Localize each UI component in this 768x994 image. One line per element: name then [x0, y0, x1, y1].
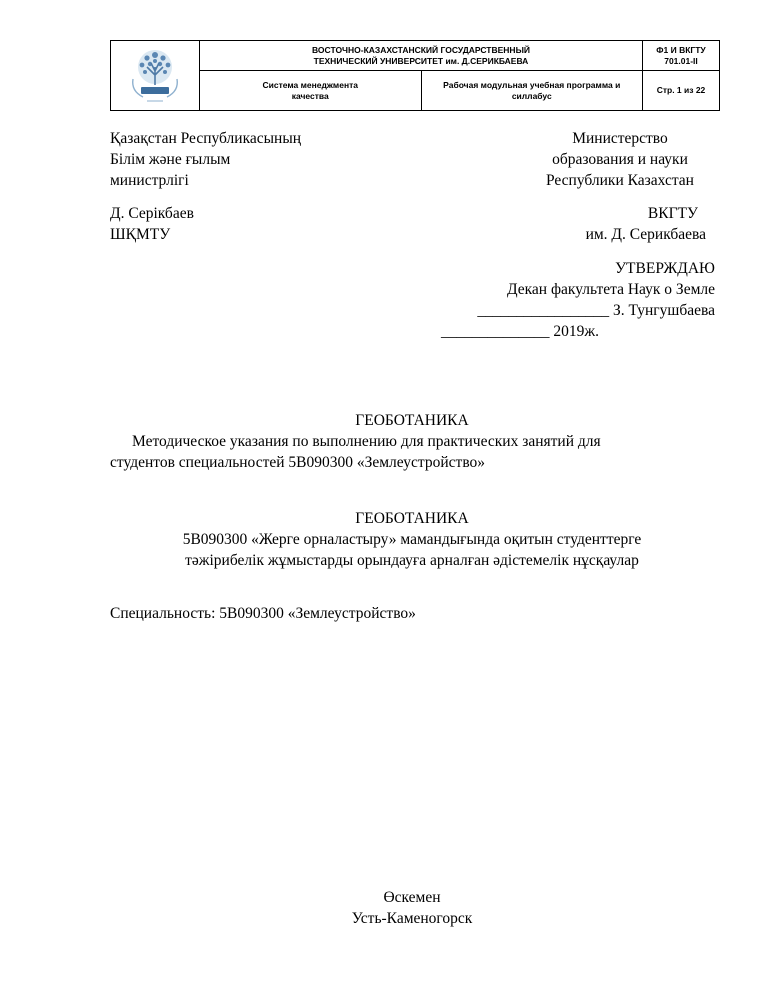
university-name-line2: ТЕХНИЧЕСКИЙ УНИВЕРСИТЕТ им. Д.СЕРИКБАЕВА — [313, 55, 529, 66]
left-line4: Д. Серікбаев — [110, 205, 194, 222]
right-ministry-block — [520, 128, 720, 191]
left-line3: министрлігі — [110, 172, 189, 189]
right-university-block — [500, 203, 706, 245]
form-code-cell — [643, 41, 720, 71]
right-line3: Республики Казахстан — [546, 172, 694, 189]
approval-position: Декан факультета Наук о Земле — [506, 281, 715, 298]
specialty-line: Специальность: 5В090300 «Землеустройство» — [110, 605, 416, 622]
left-line2: Білім және ғылым — [110, 151, 231, 168]
approval-signature-line: _________________ З. Тунгушбаева — [477, 302, 715, 319]
ru-section-line1: Методическое указания по выполнению для практических занятий для — [132, 433, 601, 450]
right-line5: им. Д. Серикбаева — [585, 226, 706, 243]
kz-section-title: ГЕОБОТАНИКА — [355, 510, 469, 527]
ru-section-line2: студентов специальностей 5В090300 «Землеустройство» — [110, 454, 486, 471]
qms-line2: качества — [291, 90, 329, 101]
kz-section-line1: 5В090300 «Жерге орналастыру» мамандығында оқитын студенттерге — [182, 531, 642, 548]
footer-city-ru: Усть-Каменогорск — [351, 910, 473, 927]
logo-cell — [111, 41, 200, 111]
university-name-line1: ВОСТОЧНО-КАЗАХСТАНСКИЙ ГОСУДАРСТВЕННЫЙ — [312, 44, 530, 55]
form-code-line2: 701.01-II — [664, 55, 698, 66]
left-university-block — [110, 203, 194, 245]
qms-line1: Система менеджмента — [262, 79, 358, 90]
approval-title: УТВЕРЖДАЮ — [615, 260, 715, 277]
right-line4: ВКГТУ — [647, 205, 698, 222]
kz-section-line2: тәжірибелік жұмыстарды орындауға арналған әдістемелік нұсқаулар — [185, 552, 639, 569]
form-code-line1: Ф1 И ВКГТУ — [656, 44, 706, 55]
approval-block — [400, 258, 715, 321]
page-number-cell — [643, 71, 720, 111]
university-name-cell — [200, 41, 643, 71]
right-line2: образования и науки — [552, 151, 688, 168]
footer-city-kz: Өскемен — [383, 889, 441, 906]
university-logo — [125, 45, 185, 107]
approval-date-line: ______________ 2019ж. — [441, 323, 599, 340]
left-line5: ШҚМТУ — [110, 226, 171, 243]
program-line2: силлабус — [511, 90, 552, 101]
ru-section-title: ГЕОБОТАНИКА — [355, 412, 469, 429]
left-line1: Қазақстан Республикасының — [110, 130, 302, 147]
left-ministry-block — [110, 128, 301, 191]
document-header-table — [110, 40, 720, 111]
program-cell — [421, 71, 643, 111]
page-number: Стр. 1 из 22 — [656, 85, 706, 95]
qms-cell — [200, 71, 422, 111]
program-line1: Рабочая модульная учебная программа и — [443, 79, 621, 90]
right-line1: Министерство — [572, 130, 668, 147]
